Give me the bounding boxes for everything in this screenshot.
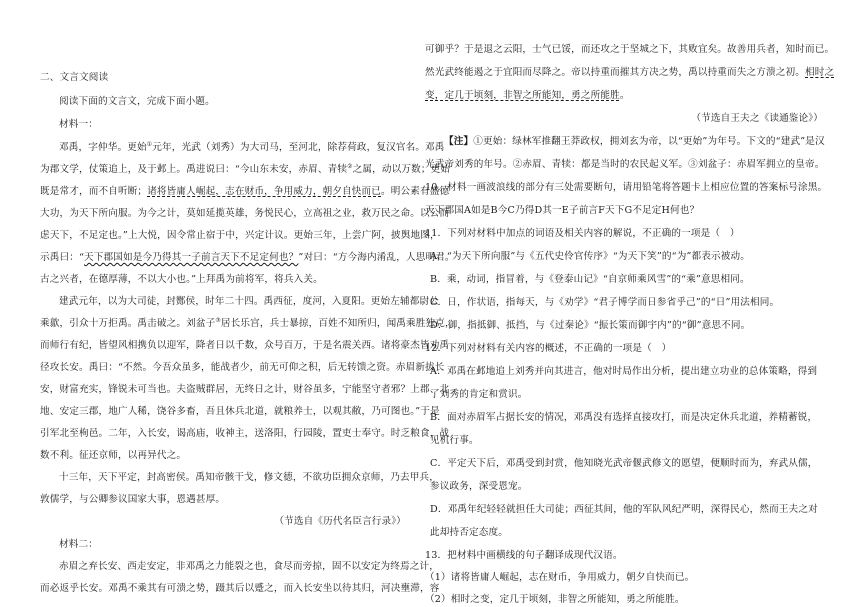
p2-line-3: 径攻长安。禹曰：“不然。今吾众虽多，能战者少，前无可仰之积，后无转馈之资。赤眉新拔长: [40, 362, 445, 373]
p1-line-1: 为郡文学，仗策追上，及于邺上。禹进说曰：“今山东未安，赤眉、青犊②之属，动以万数；更始: [40, 162, 451, 175]
p1-line-2: 既是常才，而不自听断；诸将皆庸人崛起，志在财币，争用威力，朝夕自快而已。明公素有盛德: [40, 186, 450, 197]
q12-option-d-line-0: D．邓禹年纪轻轻就担任大司徒；西征其间，他的军队风纪严明，深得民心，然而王夫之对: [430, 504, 818, 515]
p1-line-4: 虑天下，不足定也。”上大悦，因令常止宿于中，兴定计议。更始三年，上尝广阿，披舆地图，: [40, 230, 440, 241]
q12-option-b-line-0: B．面对赤眉军占据长安的情况，邓禹没有选择直接攻打，而是决定休兵北道，养精蓄锐，: [430, 412, 818, 423]
q12-option-a-line-0: A．邓禹在邺地追上刘秀并向其进言，他对时局作出分析，提出建立功业的总体策略，得到: [430, 366, 818, 377]
material1-label: 材料一：: [59, 119, 98, 130]
p2-line-5: 地、安定三郡，地广人稀，饶谷多畜，吾且休兵北道，就粮养士，以观其敝，乃可图也。”于是: [40, 406, 440, 417]
q12-stem: 12．下列对材料有关内容的概述，不正确的一项是（ ）: [425, 343, 672, 354]
underlined-sentence-1: 诸将皆庸人崛起，志在财币，争用威力，朝夕自快而已: [147, 186, 382, 197]
p2-line-1: 乘歙，引众十万拒禹。禹击破之。刘盆子③居长乐宫，兵士暴掠，百姓不知所归，闻禹乘胜独克，: [40, 316, 455, 329]
q13-item-1: （1）诸将皆庸人崛起，志在财币，争用威力，朝夕自快而已。: [425, 572, 695, 583]
p4-cont-line-2: 变，定几于顷刻，非智之所能知，勇之所能胜。: [425, 90, 630, 101]
q12-option-c-line-1: 参议政务，深受恩宠。: [430, 481, 528, 492]
q12-option-d-line-1: 此却持否定态度。: [430, 527, 508, 538]
q10-stem: 10．材料一画波浪线的部分有三处需要断句，请用铅笔将答题卡上相应位置的答案标号涂黑。: [425, 182, 828, 193]
p1-line-3: 大功，为天下所向服。为今之计，莫如延揽英雄，务悦民心，立高祖之业，救万民之命。以公而: [40, 208, 450, 219]
q11-stem: 11．下列对材料中加点的词语及相关内容的解说，不正确的一项是（ ）: [425, 228, 740, 239]
section-title: 二、文言文阅读: [40, 72, 109, 83]
underlined-sentence-2-end: 变，定几于顷刻，非智之所能知，勇之所能胜: [425, 90, 620, 101]
instruction: 阅读下面的文言文，完成下面小题。: [59, 96, 215, 107]
p1-line-5: 示禹曰：“天下郡国如是今乃得其一子前言天下不足定何也？”对曰：“方今海内淆乱，人思明君。: [40, 252, 455, 263]
p2-line-0: 建武元年，以为大司徒，封酂侯，时年二十四。禹西征，度河，入夏阳。更始左辅都尉公: [59, 296, 440, 307]
p2-line-6: 引军北至栒邑。二年，入长安，谒高庙，收神主，送洛阳，行园陵，置吏士奉守。时乏粮食，战: [40, 428, 450, 439]
q12-option-b-line-1: 见机行事。: [430, 435, 479, 446]
p2-line-7: 数不利。征还京师，以再异代之。: [40, 450, 187, 461]
p4-cont-line-1: 然光武终能遏之于宜阳而尽降之。帝以持重而摧其方决之势，禹以持重而失之方溃之初。相时之: [425, 67, 835, 78]
p2-line-4: 安，财富充实，锋锐未可当也。夫盗贼群居，无终日之计，财谷虽多，宁能坚守者邪？上郡、北: [40, 384, 450, 395]
p1-line-6: 古之兴者，在德厚薄，不以大小也。”上拜禹为前将军，将兵入关。: [40, 274, 323, 285]
q13-item-2: （2）相时之变，定几于顷刻，非智之所能知，勇之所能胜。: [425, 594, 685, 605]
note-line-1: 光武帝刘秀的年号。②赤眉、青犊：都是当时的农民起义军。③刘盆子：赤眉军拥立的皇帝。: [425, 159, 825, 170]
source-1: （节选自《历代名臣言行录》）: [274, 516, 406, 527]
p4-line-1: 而必返乎长安。邓禹不乘其有可溃之势，蹑其后以蹙之，而入长安坐以待其归，河决壅滞，容: [40, 583, 440, 594]
p1-line-0: 邓禹，字仲华。更始①元年，光武（刘秀）为大司马，至河北，除荐荷政，复汉官名。邓禹: [59, 140, 445, 153]
q11-option-d: D．御，指抵御、抵挡，与《过秦论》“振长策而御宇内”的“御”意思不同。: [430, 320, 751, 331]
source-2: （节选自王夫之《读通鉴论》）: [691, 113, 823, 124]
p4-cont-line-0: 可御乎？于是退之云阳，士气已馁，而还攻之于坚城之下，其败宜矣。故善用兵者，知时而已。: [425, 44, 835, 55]
q11-option-b: B．乘，动词，指冒着，与《登泰山记》“自京师乘风雪”的“乘”意思相同。: [430, 274, 750, 285]
p3-line-0: 十三年，天下平定，封高密侯。禹知帝骸干戈，修文德，不欲功臣拥众京师，乃去甲兵，: [59, 472, 440, 483]
p3-line-1: 敦儒学，与公卿参议国家大事，恩遇甚厚。: [40, 494, 226, 505]
p2-line-2: 而师行有纪，皆望风相携负以迎军，降者日以千数，众号百万，于是名震关西。诸将豪杰皆劝禹: [40, 340, 450, 351]
q11-option-a: A．“为天下所向服”与《五代史伶官传序》“为天下笑”的“为”都表示被动。: [430, 251, 750, 262]
wavy-sentence: 天下郡国如是今乃得其一子前言天下不足定何也？: [84, 252, 299, 263]
q13-stem: 13．把材料中画横线的句子翻译成现代汉语。: [425, 550, 623, 561]
p4-line-0: 赤眉之弃长安、西走安定，非邓禹之力能裂之也，食尽而旁掠，固不以安定为终焉之计，: [59, 561, 440, 572]
material2-label: 材料二：: [59, 539, 98, 550]
q12-option-a-line-1: 了刘秀的肯定和赏识。: [430, 389, 528, 400]
q12-option-c-line-0: C．平定天下后，邓禹受到封赏，他知晓光武帝偃武修文的愿望，便顺时而为，弃武从儒，: [430, 458, 818, 469]
note-line-0: 【注】①更始：绿林军推翻王莽政权，拥刘玄为帝，以“更始”为年号。下文的“建武”是汉: [444, 136, 825, 147]
underlined-sentence-2-start: 相时之: [805, 67, 835, 78]
q10-sentence: 天下郡国A如是B今C乃得D其一E子前言F天下G不足定H何也？: [425, 205, 700, 216]
q11-option-c: C．日，作状语，指每天，与《劝学》“君子博学而日参省乎己”的“日”用法相同。: [430, 297, 780, 308]
